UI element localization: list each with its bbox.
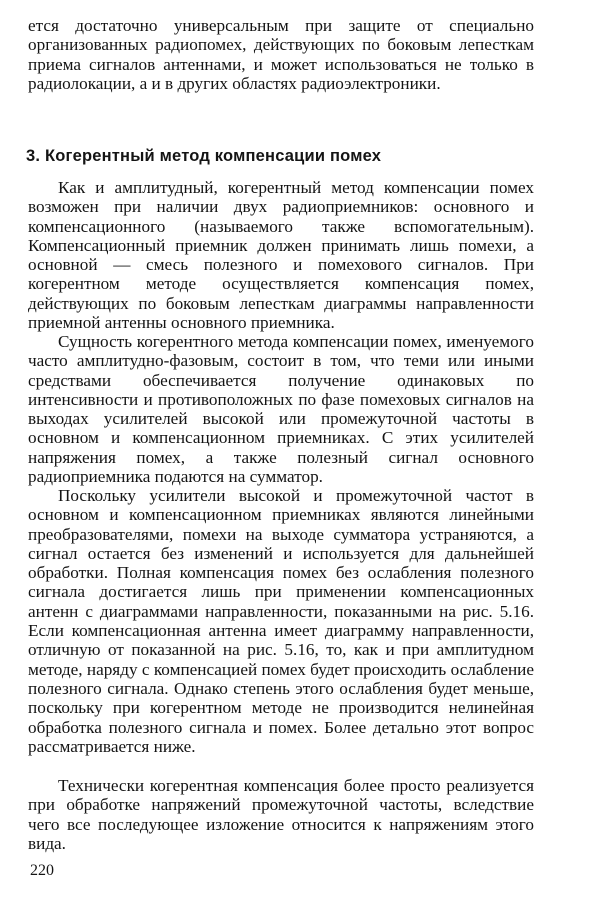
body-paragraph-2: Сущность когерентного метода компенсации помех, именуемого часто амплитудно-фазовым, состоит в том, что теми или иными средствами обеспечивается получение одинаковых по интенсивности и противоположных по фазе помеховых сигналов на выходах усилителей высокой или промежуточной частоты в основном и компенсационном приемниках. С этих усилителей напряжения помех, а также полезный сигнал основного радиоприемника подаются на сумматор. [28, 332, 534, 487]
section-heading: 3. Когерентный метод компенсации помех [26, 147, 382, 165]
body-paragraph-1: Как и амплитудный, когерентный метод компенсации помех возможен при наличии двух радиоприемников: основного и компенсационного (называемого также вспомогательным). Компенсационный приемник должен принимать лишь помехи, а основной — смесь полезного и помехового сигналов. При когерентном методе осуществляется компенсация помех, действующих по боковым лепесткам диаграммы направленности приемной антенны основного приемника. [28, 178, 534, 333]
body-paragraph-4: Технически когерентная компенсация более просто реализуется при обработке напряжений промежуточной частоты, вследствие чего все последующее изложение относится к напряжениям этого вида. [28, 776, 534, 853]
continuation-paragraph: ется достаточно универсальным при защите от специально организованных радиопомех, действующих по боковым лепесткам приема сигналов антеннами, и может использоваться не только в радиолокации, а и в других областях радиоэлектроники. [28, 16, 534, 93]
body-paragraph-3: Поскольку усилители высокой и промежуточной частот в основном и компенсационном приемниках являются линейными преобразователями, помехи на выходе сумматора устраняются, а сигнал остается без изменений и используется для дальнейшей обработки. Полная компенсация помех без ослабления полезного сигнала достигается лишь при применении компенсационных антенн с диаграммами направленности, показанными на рис. 5.16. Если компенсационная антенна имеет диаграмму направленности, отличную от показанной на рис. 5.16, то, как и при амплитудном методе, наряду с компенсацией помех будет происходить ослабление полезного сигнала. Однако степень этого ослабления будет меньше, поскольку при когерентном методе не производится нелинейная обработка полезного сигнала и помех. Более детально этот вопрос рассматривается ниже. [28, 486, 534, 756]
page-number: 220 [30, 862, 54, 879]
